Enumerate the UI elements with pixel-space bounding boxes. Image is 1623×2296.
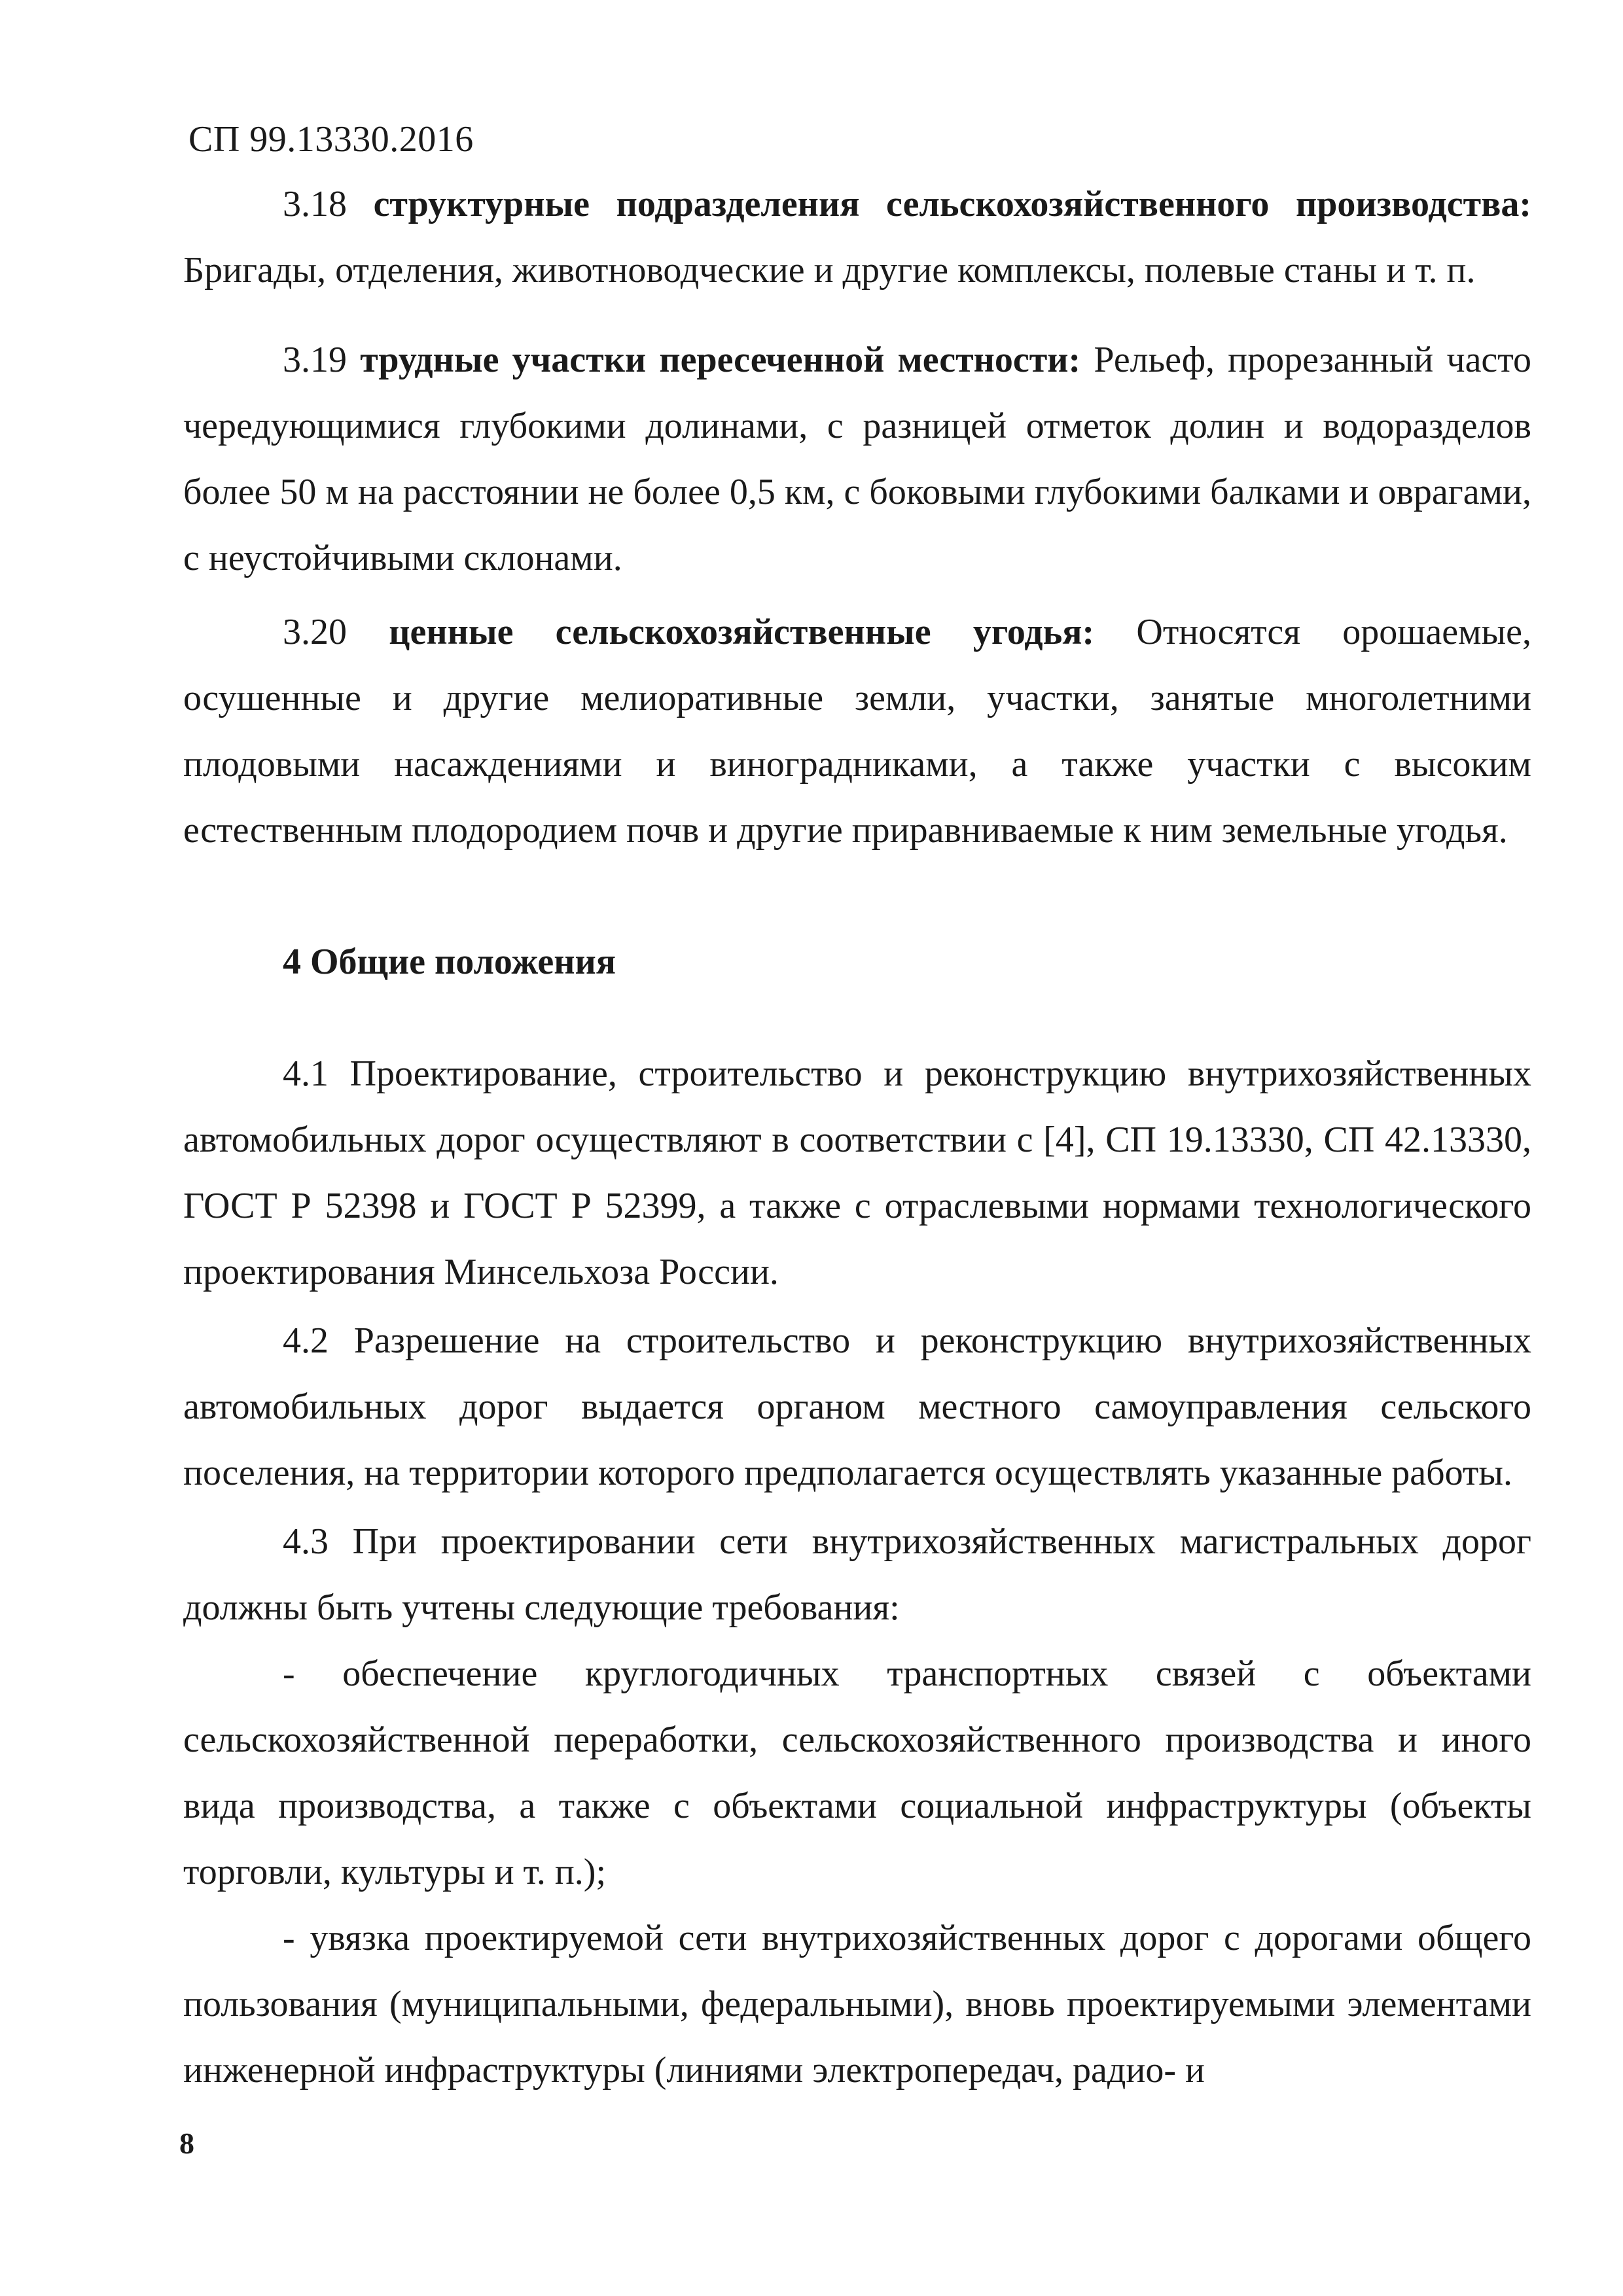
section-heading: 4 Общие положения [283,942,616,982]
term-definition: Относятся орошаемые, осушенные и другие мелиоративные земли, участки, занятые многолетними плодовыми насаждениями и виноградниками, а также участки с высоким естественным плодородием почв и другие приравниваемые к ним земельные угодья. [183,612,1532,851]
paragraph-4-3: 4.3 При проектировании сети внутрихозяйственных магистральных дорог должны быть учтены следующие требования: [183,1521,1531,1628]
term-title: ценные сельскохозяйственные угодья: [389,612,1095,652]
term-number: 3.19 [283,340,347,380]
paragraph-4-1: 4.1 Проектирование, строительство и реконструкцию внутрихозяйственных автомобильных дорог осуществляют в соответствии с [4], СП 19.13330, СП 42.13330, ГОСТ Р 52398 и ГОСТ Р 52399, а также с отраслевыми нормами технологического проектирования Минсельхоза России. [183,1053,1531,1292]
document-code: СП 99.13330.2016 [188,119,474,160]
paragraph-4-2: 4.2 Разрешение на строительство и реконструкцию внутрихозяйственных автомобильных дорог выдается органом местного самоуправления сельского поселения, на территории которого предполагается осуществлять указанные работы. [183,1320,1531,1493]
list-item: - обеспечение круглогодичных транспортных связей с объектами сельскохозяйственной переработки, сельскохозяйственного производства и иного вида производства, а также с объектами социальной инфраструктуры (объекты торговли, культуры и т. п.); [183,1653,1531,1892]
term-3-18 [183,171,1531,304]
term-definition: Бригады, отделения, животноводческие и другие комплексы, полевые станы и т. п. [183,250,1476,291]
term-number: 3.18 [283,184,347,224]
term-title: трудные участки пересеченной местности: [360,340,1081,380]
term-number: 3.20 [283,612,347,652]
list-item: - увязка проектируемой сети внутрихозяйственных дорог с дорогами общего пользования (муниципальными, федеральными), вновь проектируемыми элементами инженерной инфраструктуры (линиями электропередач, радио- и [183,1918,1531,2091]
term-definition: Рельеф, прорезанный часто чередующимися глубокими долинами, с разницей отметок долин и водоразделов более 50 м на расстоянии не более 0,5 км, с боковыми глубокими балками и оврагами, с неустойчивыми склонами. [183,340,1532,578]
term-3-19 [183,327,1531,592]
page-number: 8 [179,2127,194,2160]
document-body [183,171,1531,2104]
term-title: структурные подразделения сельскохозяйственного производства: [373,184,1531,224]
term-3-20 [183,599,1531,864]
